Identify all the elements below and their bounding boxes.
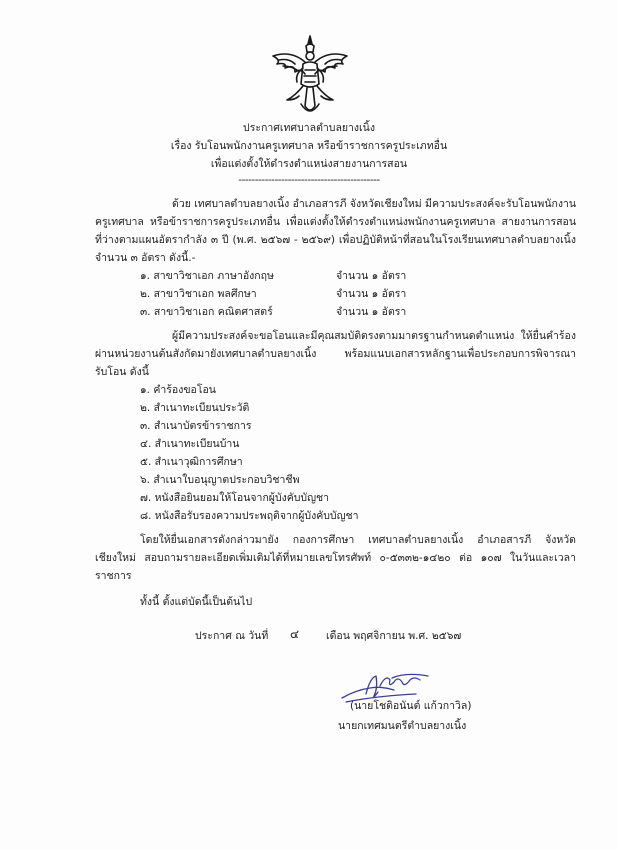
intro-line-1: ด้วย เทศบาลตำบลยางเนิ้ง อำเภอสารภี จังหวัดเชียงใหม่ มีความประสงค์จะรับโอนพนักงาน — [172, 198, 577, 210]
announce-month-year: เดือน พฤศจิกายน พ.ศ. ๒๕๖๗ — [326, 630, 462, 642]
position-count: จำนวน ๑ อัตรา — [336, 288, 407, 300]
qualify-line-2: ผ่านหน่วยงานต้นสังกัดมายังเทศบาลตำบลยางเนิ้ง พร้อมแนบเอกสารหลักฐานเพื่อประกอบการพิจารณา — [95, 348, 576, 360]
signer-name: (นายโชติอนันต์ แก้วกาวิล) — [350, 700, 472, 712]
intro-line-4: จำนวน ๓ อัตรา ดังนี้.- — [95, 252, 196, 264]
document-item: ๒. สำเนาทะเบียนประวัติ — [140, 402, 250, 414]
announce-prefix: ประกาศ ณ วันที่ — [195, 630, 269, 642]
document-item: ๓. สำเนาบัตรข้าราชการ — [140, 420, 252, 432]
position-count: จำนวน ๑ อัตรา — [336, 306, 407, 318]
position-item: ๒. สาขาวิชาเอก พลศึกษา — [140, 288, 257, 300]
garuda-emblem-icon — [265, 34, 355, 118]
document-item: ๖. สำเนาใบอนุญาตประกอบวิชาชีพ — [140, 474, 300, 486]
qualify-line-3: รับโอน ดังนี้ — [95, 366, 149, 378]
subject-line: เรื่อง รับโอนพนักงานครูเทศบาล หรือข้าราชการครูประเภทอื่น — [170, 140, 448, 152]
document-item: ๘. หนังสือรับรองความประพฤติจากผู้บังคับบัญชา — [140, 510, 359, 522]
position-count: จำนวน ๑ อัตรา — [336, 270, 407, 282]
announce-day: ๔ — [290, 627, 300, 641]
announcement-heading: ประกาศเทศบาลตำบลยางเนิ้ง — [243, 122, 375, 134]
qualify-line-1: ผู้มีความประสงค์จะขอโอนและมีคุณสมบัติตรงตามมาตรฐานกำหนดตำแหน่ง ให้ยื่นคำร้อง — [172, 330, 576, 342]
intro-line-3: ที่ว่างตามแผนอัตรากำลัง ๓ ปี (พ.ศ. ๒๕๖๗ - ๒๕๖๙) เพื่อปฏิบัติหน้าที่สอนในโรงเรียนเทศบาลตำบลยางเนิ้ง — [95, 234, 576, 246]
submit-line-3: ราชการ — [95, 570, 132, 582]
header-divider: ------------------------------------------- — [238, 174, 380, 186]
document-item: ๔. สำเนาทะเบียนบ้าน — [140, 438, 240, 450]
signer-title: นายกเทศมนตรีตำบลยางเนิ้ง — [338, 720, 467, 732]
subject-line-2: เพื่อแต่งตั้งให้ดำรงตำแหน่งสายงานการสอน — [210, 158, 408, 170]
position-item: ๑. สาขาวิชาเอก ภาษาอังกฤษ — [140, 270, 274, 282]
document-item: ๑. คำร้องขอโอน — [140, 384, 216, 396]
effective-statement: ทั้งนี้ ตั้งแต่บัดนี้เป็นต้นไป — [140, 596, 253, 608]
document-item: ๗. หนังสือยินยอมให้โอนจากผู้บังคับบัญชา — [140, 492, 330, 504]
position-item: ๓. สาขาวิชาเอก คณิตศาสตร์ — [140, 306, 273, 318]
submit-line-2: เชียงใหม่ สอบถามรายละเอียดเพิ่มเติมได้ที่หมายเลขโทรศัพท์ ๐-๕๓๓๒-๑๔๒๐ ต่อ ๑๐๗ ในวันและเวลา — [95, 552, 576, 564]
submit-line-1: โดยให้ยื่นเอกสารดังกล่าวมายัง กองการศึกษา เทศบาลตำบลยางเนิ้ง อำเภอสารภี จังหวัด — [140, 534, 576, 546]
document-item: ๕. สำเนาวุฒิการศึกษา — [140, 456, 243, 468]
intro-line-2: ครูเทศบาล หรือข้าราชการครูประเภทอื่น เพื่อแต่งตั้งให้ดำรงตำแหน่งพนักงานครูเทศบาล สายงานการสอน — [95, 216, 576, 228]
